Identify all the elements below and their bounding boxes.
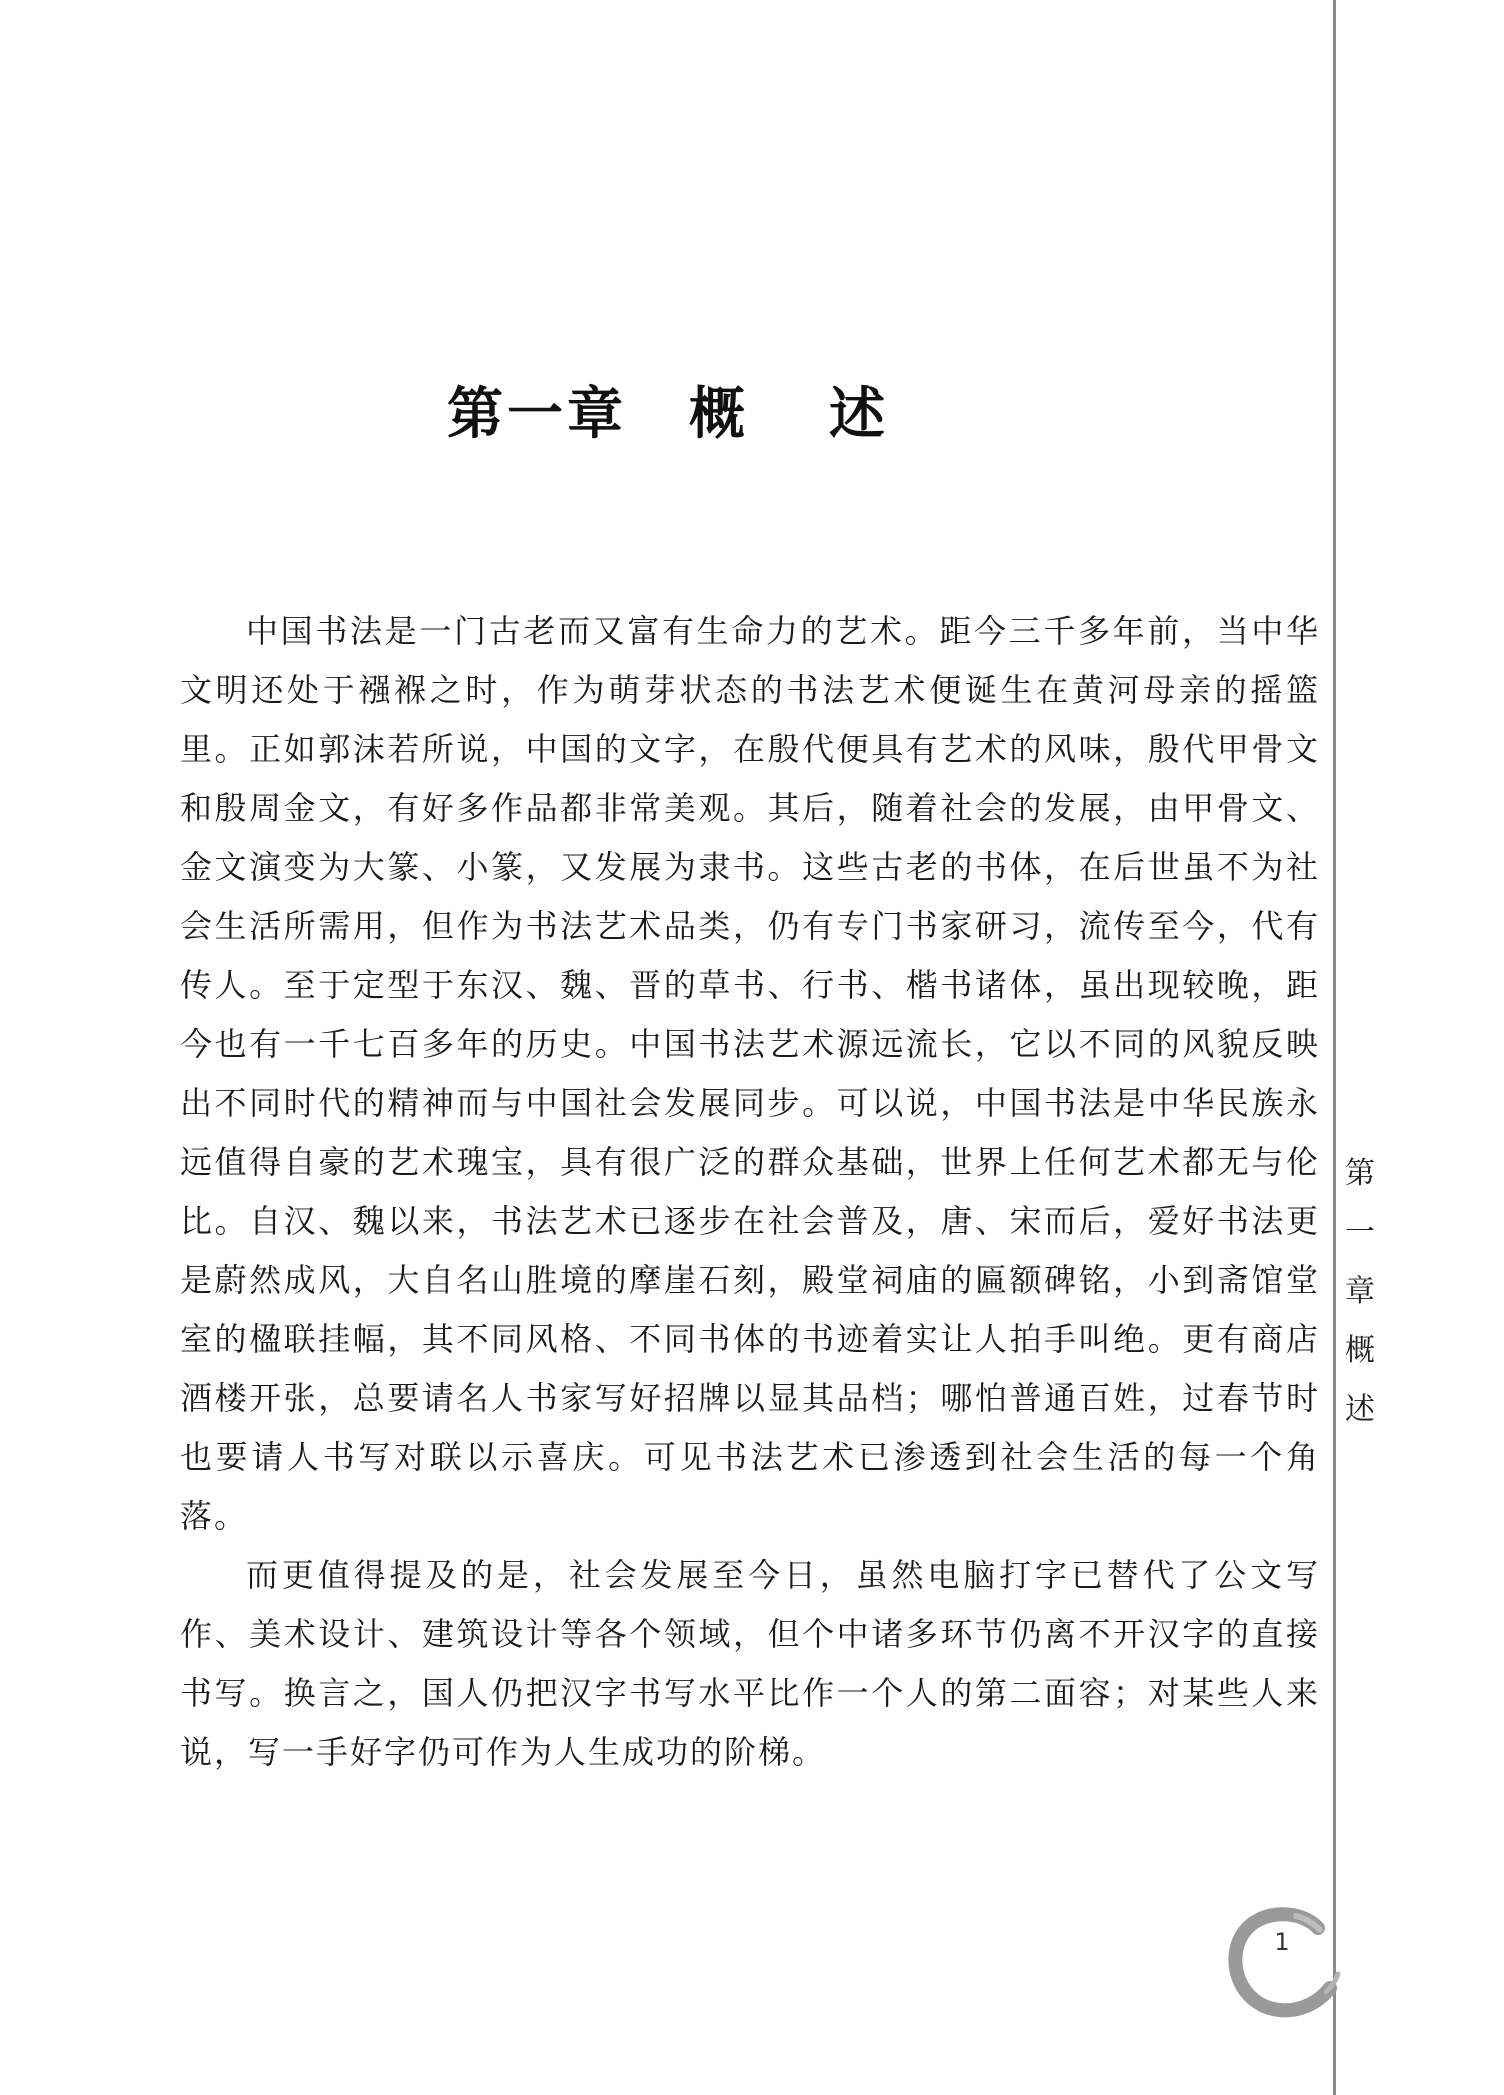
chapter-number: 第一章 (447, 382, 627, 447)
chapter-title-char-1: 概 (689, 382, 749, 447)
paragraph-1: 中国书法是一门古老而又富有生命力的艺术。距今三千多年前，当中华文明还处于襁褓之时，作为萌芽状态的书法艺术便诞生在黄河母亲的摇篮里。正如郭沫若所说，中国的文字，在殷代便具有艺术的风味，殷代甲骨文和殷周金文，有好多作品都非常美观。其后，随着社会的发展，由甲骨文、金文演变为大篆、小篆，又发展为隶书。这些古老的书体，在后世虽不为社会生活所需用，但作为书法艺术品类，仍有专门书家研习，流传至今，代有传人。至于定型于东汉、魏、晋的草书、行书、楷书诸体，虽出现较晚，距今也有一千七百多年的历史。中国书法艺术源远流长，它以不同的风貌反映出不同时代的精神而与中国社会发展同步。可以说，中国书法是中华民族永远值得自豪的艺术瑰宝，具有很广泛的群众基础，世界上任何艺术都无与伦比。自汉、魏以来，书法艺术已逐步在社会普及，唐、宋而后，爱好书法更是蔚然成风，大自名山胜境的摩崖石刻，殿堂祠庙的匾额碑铭，小到斋馆堂室的楹联挂幅，其不同风格、不同书体的书迹着实让人拍手叫绝。更有商店酒楼开张，总要请名人书家写好招牌以显其品档；哪怕普通百姓，过春节时也要请人书写对联以示喜庆。可见书法艺术已渗透到社会生活的每一个角落。 (180, 612, 1320, 1535)
paragraph-2: 而更值得提及的是，社会发展至今日，虽然电脑打字已替代了公文写作、美术设计、建筑设计等各个领域，但个中诸多环节仍离不开汉字的直接书写。换言之，国人仍把汉字书写水平比作一个人的第二面容；对某些人来说，写一手好字仍可作为人生成功的阶梯。 (180, 1556, 1320, 1771)
side-label-char: 章 (1345, 1274, 1375, 1309)
running-chapter-label (1338, 1144, 1382, 1439)
side-label-char: 概 (1345, 1333, 1375, 1368)
page-number: 1 (1274, 1928, 1290, 1956)
side-label-char: 述 (1345, 1392, 1375, 1427)
chapter-title (0, 370, 1336, 450)
side-label-char: 第 (1345, 1156, 1375, 1191)
brush-circle-icon (1222, 1900, 1342, 2020)
side-label-char: 一 (1345, 1215, 1375, 1250)
chapter-body (180, 602, 1320, 1782)
chapter-title-char-2: 述 (829, 382, 889, 447)
margin-rule (1333, 0, 1336, 2095)
